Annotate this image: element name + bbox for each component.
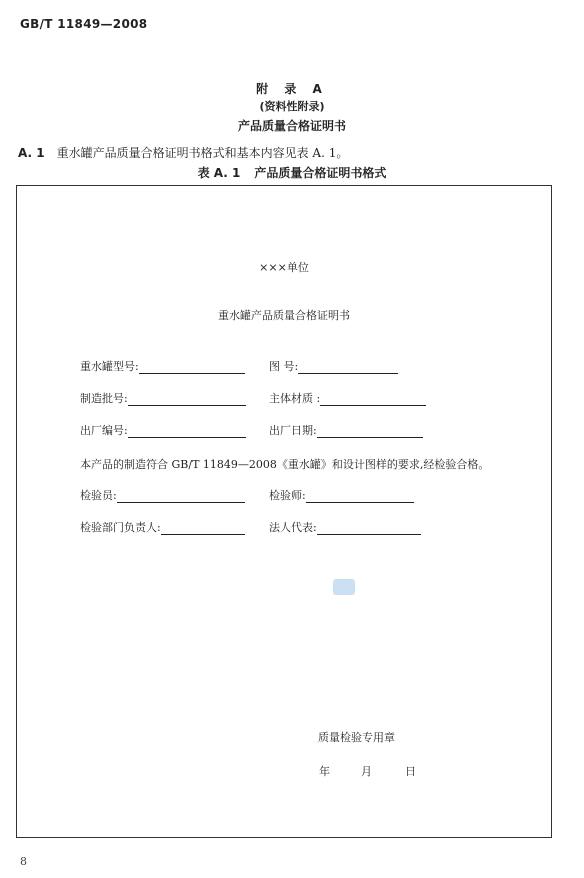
dept-head-line[interactable]: [161, 522, 245, 535]
dept-head-label: 检验部门负责人:: [80, 521, 161, 534]
date-month: 月: [361, 765, 372, 778]
model-field: [80, 358, 245, 374]
table-caption: [0, 164, 584, 181]
batch-line[interactable]: [128, 393, 246, 406]
material-field: [269, 390, 426, 406]
appendix-label: 附 录 A: [256, 82, 328, 96]
date-day: 日: [405, 765, 416, 778]
drawing-field: [269, 358, 398, 374]
serial-label: 出厂编号:: [80, 424, 128, 437]
dept-head-field: [80, 519, 245, 535]
date-field: [269, 422, 423, 438]
inspector-field: [80, 487, 245, 503]
clause-text: 重水罐产品质量合格证明书格式和基本内容见表 A. 1。: [56, 146, 349, 160]
model-label: 重水罐型号:: [80, 360, 139, 373]
batch-field: [80, 390, 246, 406]
stamp-label: 质量检验专用章: [318, 731, 395, 744]
model-line[interactable]: [139, 361, 245, 374]
table-title: 产品质量合格证明书格式: [254, 166, 387, 180]
appendix-title: 产品质量合格证明书: [237, 119, 346, 133]
legal-rep-line[interactable]: [317, 522, 421, 535]
appendix-type: (资料性附录): [259, 100, 325, 113]
engineer-field: [269, 487, 414, 503]
material-label: 主体材质 :: [269, 392, 321, 405]
date-label: 出厂日期:: [269, 424, 317, 437]
legal-rep-field: [269, 519, 421, 535]
serial-field: [80, 422, 246, 438]
inspector-label: 检验员:: [80, 489, 117, 502]
batch-label: 制造批号:: [80, 392, 128, 405]
certificate-frame: [16, 185, 552, 838]
page-number: 8: [20, 855, 27, 868]
drawing-label: 图 号:: [269, 360, 299, 373]
issuing-unit: ×××单位: [259, 261, 309, 274]
material-line[interactable]: [320, 393, 426, 406]
date-line[interactable]: [317, 425, 423, 438]
certificate-title: 重水罐产品质量合格证明书: [218, 309, 350, 322]
compliance-statement: 本产品的制造符合 GB/T 11849—2008《重水罐》和设计图样的要求,经检验合格。: [80, 458, 490, 471]
inspector-line[interactable]: [117, 490, 245, 503]
engineer-label: 检验师:: [269, 489, 306, 502]
clause-number: A. 1: [18, 146, 45, 160]
table-number: 表 A. 1: [197, 166, 241, 180]
clause-a1: [18, 144, 348, 161]
legal-rep-label: 法人代表:: [269, 521, 317, 534]
engineer-line[interactable]: [306, 490, 414, 503]
drawing-line[interactable]: [298, 361, 398, 374]
standard-code-header: GB/T 11849—2008: [20, 17, 148, 31]
date-year: 年: [319, 765, 330, 778]
watermark-logo: [333, 579, 355, 595]
serial-line[interactable]: [128, 425, 246, 438]
